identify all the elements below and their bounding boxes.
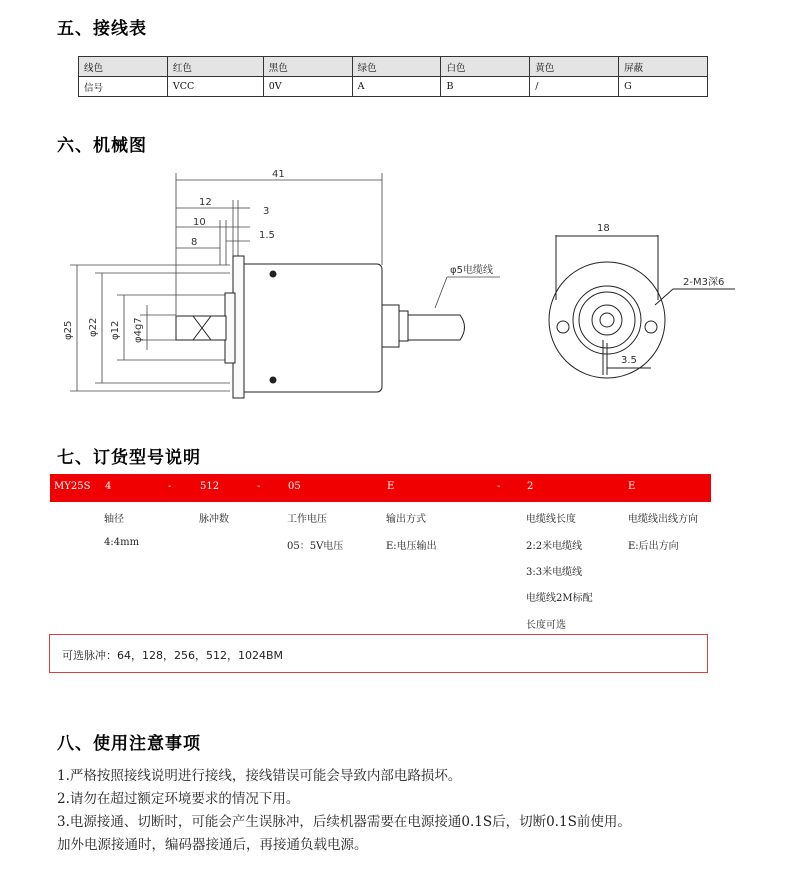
code-pulses: 512 bbox=[200, 481, 220, 492]
dim-8: 8 bbox=[191, 237, 198, 248]
table-cell: 屏蔽 bbox=[619, 57, 708, 77]
dim-12: 12 bbox=[199, 197, 212, 208]
dim-41: 41 bbox=[272, 169, 285, 180]
value-cable-length-4: 长度可选 bbox=[526, 620, 566, 631]
table-cell: 黄色 bbox=[530, 57, 619, 77]
code-output: E bbox=[387, 481, 395, 492]
dim-10: 10 bbox=[193, 217, 206, 228]
wiring-signal-row bbox=[79, 77, 708, 97]
dia-12: φ12 bbox=[110, 320, 121, 340]
label-pulses: 脉冲数 bbox=[199, 514, 229, 525]
table-cell: 0V bbox=[263, 77, 352, 97]
dia-4g7: φ4g7 bbox=[133, 317, 144, 343]
wiring-header-row bbox=[79, 57, 708, 77]
table-cell: VCC bbox=[167, 77, 263, 97]
table-cell: / bbox=[530, 77, 619, 97]
dim-18: 18 bbox=[597, 223, 610, 234]
value-shaft: 4:4mm bbox=[104, 537, 140, 548]
section-title-mechanical: 六、机械图 bbox=[57, 136, 147, 156]
note-item: 2.请勿在超过额定环境要求的情况下用。 bbox=[57, 791, 300, 807]
mount-holes-label: 2-M3深6 bbox=[683, 277, 725, 288]
pulse-options-text: 可选脉冲：64，128，256，512，1024BM bbox=[62, 649, 284, 662]
pulse-options-box bbox=[49, 634, 708, 673]
code-cable-length: 2 bbox=[527, 481, 534, 492]
table-cell: 线色 bbox=[79, 57, 168, 77]
table-cell: A bbox=[352, 77, 441, 97]
value-cable-length-1: 2:2米电缆线 bbox=[526, 541, 583, 552]
code-sep: - bbox=[257, 481, 261, 492]
table-cell: 绿色 bbox=[352, 57, 441, 77]
code-cable-direction: E bbox=[628, 481, 636, 492]
label-voltage: 工作电压 bbox=[287, 514, 327, 525]
label-cable-length: 电缆线长度 bbox=[526, 514, 576, 525]
dim-3: 3 bbox=[263, 206, 270, 217]
table-cell: G bbox=[619, 77, 708, 97]
table-cell: B bbox=[441, 77, 530, 97]
code-sep: - bbox=[168, 481, 172, 492]
section-title-wiring: 五、接线表 bbox=[57, 19, 147, 39]
value-cable-direction: E:后出方向 bbox=[628, 541, 679, 552]
section-title-order: 七、订货型号说明 bbox=[57, 448, 201, 468]
value-output: E:电压输出 bbox=[386, 541, 437, 552]
note-item: 1.严格按照接线说明进行接线，接线错误可能会导致内部电路损坏。 bbox=[57, 768, 462, 784]
label-cable-direction: 电缆线出线方向 bbox=[628, 514, 698, 525]
code-shaft: 4 bbox=[105, 481, 112, 492]
dia-25: φ25 bbox=[63, 320, 74, 340]
table-cell: 信号 bbox=[79, 77, 168, 97]
table-cell: 白色 bbox=[441, 57, 530, 77]
value-cable-length-3: 电缆线2M标配 bbox=[526, 593, 593, 604]
note-item: 3.电源接通、切断时，可能会产生误脉冲，后续机器需要在电源接通0.1S后，切断0.1S前使用。 bbox=[57, 814, 631, 830]
code-voltage: 05 bbox=[288, 481, 301, 492]
dia-22: φ22 bbox=[88, 317, 99, 337]
code-model: MY25S bbox=[54, 481, 91, 492]
label-output: 输出方式 bbox=[386, 514, 426, 525]
wiring-table bbox=[78, 56, 708, 97]
label-shaft: 轴径 bbox=[104, 514, 124, 525]
value-voltage: 05：5V电压 bbox=[287, 541, 344, 552]
section-title-notes: 八、使用注意事项 bbox=[57, 734, 201, 754]
order-code-bar bbox=[50, 474, 711, 502]
mechanical-drawing bbox=[55, 165, 775, 405]
table-cell: 黑色 bbox=[263, 57, 352, 77]
dim-3-5: 3.5 bbox=[621, 355, 637, 366]
note-item: 加外电源接通时，编码器接通后，再接通负载电源。 bbox=[57, 837, 368, 853]
cable-label: φ5电缆线 bbox=[450, 265, 493, 276]
dim-1-5: 1.5 bbox=[259, 230, 275, 241]
value-cable-length-2: 3:3米电缆线 bbox=[526, 567, 583, 578]
code-sep: - bbox=[497, 481, 501, 492]
table-cell: 红色 bbox=[167, 57, 263, 77]
